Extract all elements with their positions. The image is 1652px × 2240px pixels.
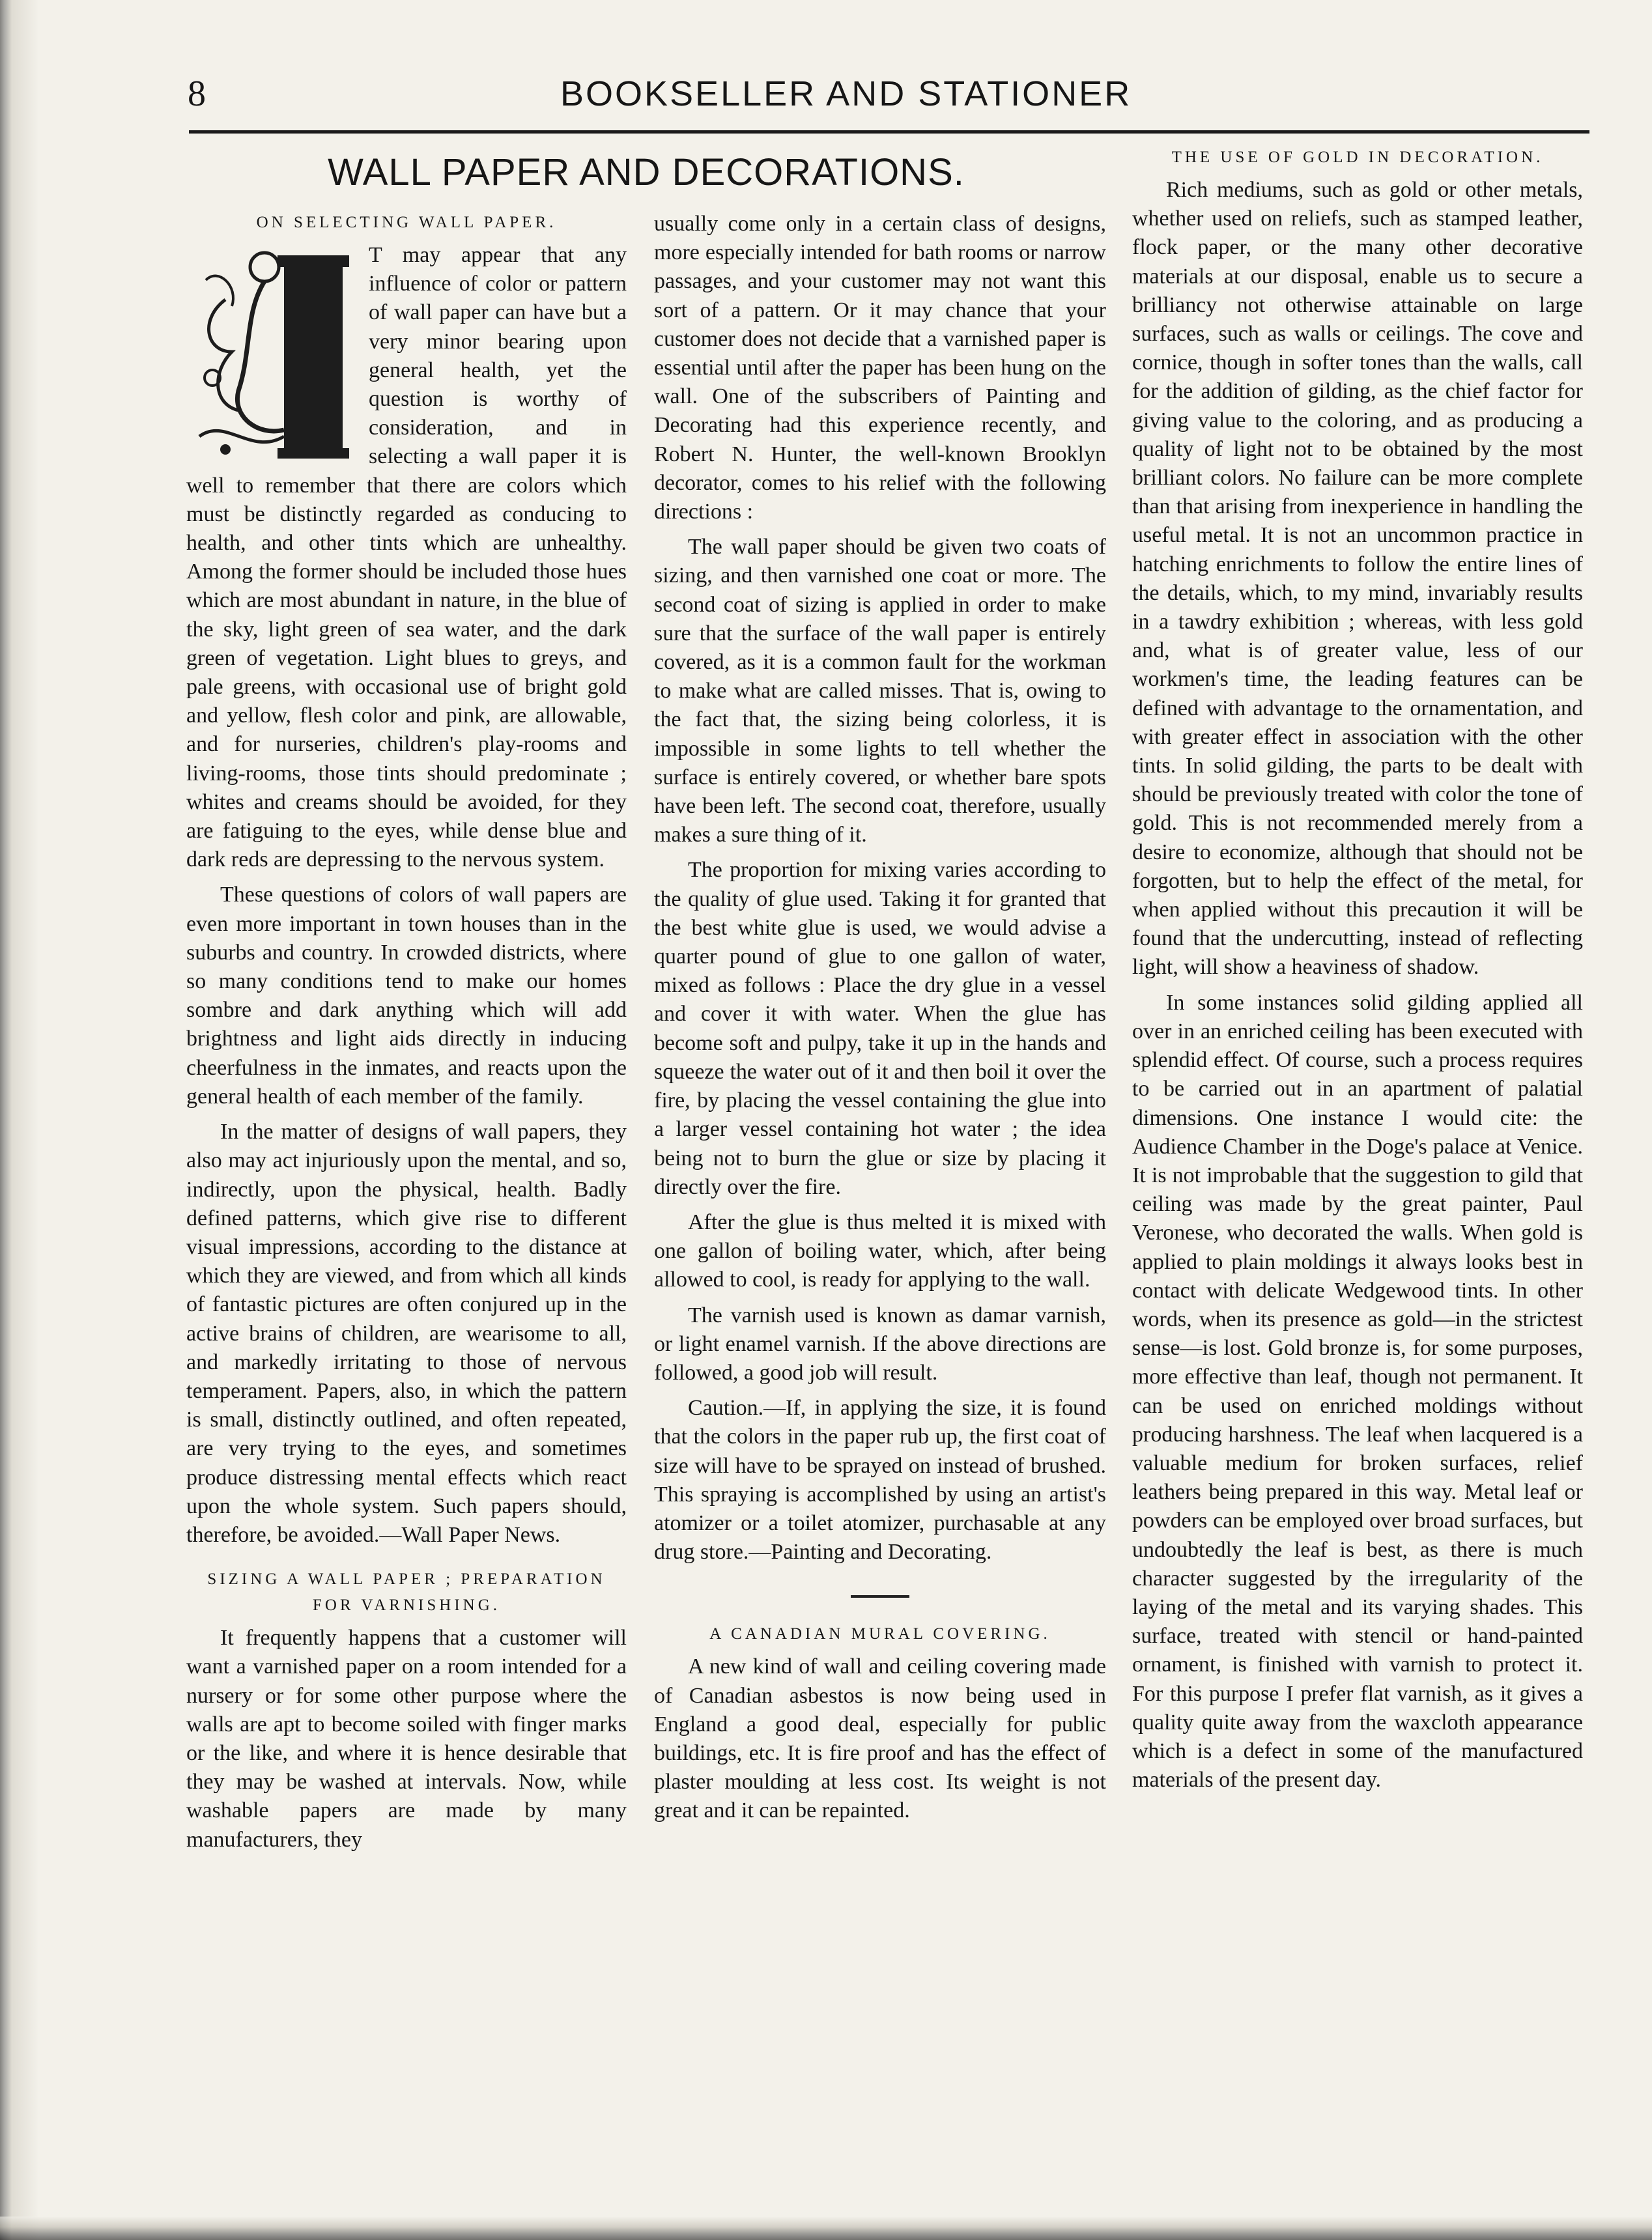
column-2 [654,210,1106,1832]
column-3 [1132,145,1583,1801]
column-1 [186,154,627,1861]
paragraph: usually come only in a certain class of designs, more especially intended for bath rooms or narrow passages, and your customer may not want this sort of a pattern. Or it may chance that your customer does not decide that a varnished paper is essential until after the paper has been hung on the wall. One of the subscribers of Painting and Decorating had this experience recently, and Robert N. Hunter, the well-known Brooklyn decorator, comes to his relief with the following directions : [654,212,1106,524]
paragraph: In some instances solid gilding applied all over in an enriched ceiling has been executed with splendid effect. Of course, such a process requires to be carried out in an apartment of palatial dimensions. One instance I would cite: the Audience Chamber in the Doge's palace at Venice. It is not improbable that the suggestion to gild that ceiling was made by the great painter, Paul Veronese, who decorated the walls. When gold is applied to plain moldings it always looks best in contact with delicate Wedgewood tints. In other words, when its presence as gold—in the strictest sense—is lost. Gold bronze is, for some purposes, more effective than leaf, though not permanent. It can be used on enriched moldings without producing harshness. The leaf when lacquered is a valuable medium for broken surfaces, relief leathers being prepared in this way. Metal leaf or powders can be employed over broad surfaces, but undoubtedly the leaf is best, as there is much character suggested by the irregularity of the laying of the metal and its varying shades. This surface, treated with stencil or hand-painted ornament, is finished with varnish to protect it. For this purpose I prefer flat varnish, as it gives a quality quite away from the waxcloth appearance which is a defect in some of the manufactured materials of the present day. [1132,990,1583,1793]
paragraph: The varnish used is known as damar varnish, or light enamel varnish. If the above directions are followed, a good job will result. [654,1303,1106,1385]
paragraph: It frequently happens that a customer will want a varnished paper on a room intended for a nursery or for some other purpose where the walls are apt to become soiled with finger marks or the like, and where it is hence desirable that they may be washed at intervals. Now, while washable papers are made by many manufacturers, they [186,1626,627,1852]
paragraph: T may appear that any influence of color or pattern of wall paper can have but a very minor bearing upon general health, yet the question is worthy of consideration, and in selecting a wall paper it is well to remember that there are colors which must be distinctly regarded as conducing to health, and other tints which are unhealthy. Among the former should be included those hues which are most abundant in nature, in the blue of the sky, light green of sea water, and the dark green of vegetation. Light blues to greys, and pale greens, with occasional use of bright gold and yellow, flesh color and pink, are allowable, and for nurseries, children's play-rooms and living-rooms, those tints should predominate ; whites and creams should be avoided, for they are fatiguing to the eyes, while dense blue and dark reds are depressing to the nervous system. [186,243,627,872]
header-rule [189,130,1589,134]
paragraph: The proportion for mixing varies according to the quality of glue used. Taking it for granted that the best white glue is used, we would advise a quarter pound of glue to one gallon of water, mixed as follows : Place the dry glue in a vessel and cover it with water. When the glue has become soft and pulpy, take it up in the hands and squeeze the water out of it and then boil it over the fire, by placing the vessel containing the glue into a larger vessel containing hot water ; the idea being not to burn the glue or size by placing it directly over the fire. [654,858,1106,1199]
article-headline: WALL PAPER AND DECORATIONS. [328,151,965,193]
page-number: 8 [188,74,206,114]
paragraph: These questions of colors of wall papers are even more important in town houses than in the suburbs and country. In crowded districts, where so many conditions tend to make our homes sombre and dark anything which will add brightness and light aids directly in inducing cheerfulness in the inmates, and reacts upon the general health of each member of the family. [186,883,627,1109]
ornamental-initial-svg [186,241,357,460]
paragraph: In the matter of designs of wall papers, they also may act injuriously upon the mental, and so, indirectly, upon the physical, health. Badly defined patterns, which give rise to different visual impressions, according to the distance at which they are viewed, and from which all kinds of fantastic pictures are often conjured up in the active brains of children, are wearisome to all, and markedly irritating to those of nervous temperament. Papers, also, in which the pattern is small, distinctly outlined, and often repeated, are very trying to the eyes, and sometimes produce distressing mental effects which react upon the whole system. Such papers should, therefore, be avoided.—Wall Paper News. [186,1120,627,1547]
section-divider [851,1595,909,1598]
section-heading-selecting-wall-paper: ON SELECTING WALL PAPER. [256,214,557,231]
paragraph: After the glue is thus melted it is mixed with one gallon of boiling water, which, after being allowed to cool, is ready for applying to the wall. [654,1210,1106,1292]
scan-bottom-edge [0,2217,1652,2240]
paragraph: Rich mediums, such as gold or other metals, whether used on reliefs, such as stamped leather, flock paper, or the many other decorative materials at our disposal, enable us to secure a brilliancy not otherwise attainable on large surfaces, such as walls or ceilings. The cove and cornice, though in softer tones than the walls, call for the addition of gilding, as the chief factor for giving value to the coloring, and as producing a quality of light not to be obtained by the most brilliant colors. No failure can be more complete than that arising from inexperience in handling the useful metal. It is not an uncommon practice in hatching enrichments to follow the entire lines of the details, which, to my mind, invariably results in a tawdry exhibition ; whereas, with less gold and, what is of greater value, less of our workmen's time, the leading features can be defined with advantage to the ornamentation, and with greater effect in association with the other tints. In solid gilding, the parts to be dealt with should be previously treated with color the tone of gold. This is not recommended merely from a desire to economize, although that should not be forgotten, but to help the effect of the metal, for when applied without this precaution it will be found that the undercutting, instead of reflecting light, will show a heaviness of shadow. [1132,178,1583,980]
section-heading-sizing-wall-paper: SIZING A WALL PAPER ; PREPARATION FOR VARNISHING. [207,1570,606,1615]
masthead-title: BOOKSELLER AND STATIONER [560,74,1132,113]
section-heading-use-of-gold: THE USE OF GOLD IN DECORATION. [1171,149,1544,166]
section-heading-canadian-mural-covering: A CANADIAN MURAL COVERING. [709,1625,1051,1643]
paragraph: The wall paper should be given two coats of sizing, and then varnished one coat or more. The second coat of sizing is applied in order to make sure that the surface of the wall paper is entirely covered, as it is a common fault for the workman to make what are called misses. That is, owing to the fact that, the sizing being colorless, it is impossible in some lights to tell whether the surface is entirely covered, or whether bare spots have been left. The second coat, therefore, usually makes a sure thing of it. [654,535,1106,847]
scan-left-edge [0,0,42,2240]
ornamental-initial-i-illustration [186,241,357,460]
paragraph: Caution.—If, in applying the size, it is found that the colors in the paper rub up, the first coat of size will have to be sprayed on instead of brushed. This spraying is accomplished by using an artist's atomizer or a toilet atomizer, purchasable at any drug store.—Painting and Decorating. [654,1396,1106,1565]
paragraph: A new kind of wall and ceiling covering made of Canadian asbestos is now being used in England a good deal, especially for public buildings, etc. It is fire proof and has the effect of plaster moulding at less cost. Its weight is not great and it can be repainted. [654,1654,1106,1823]
